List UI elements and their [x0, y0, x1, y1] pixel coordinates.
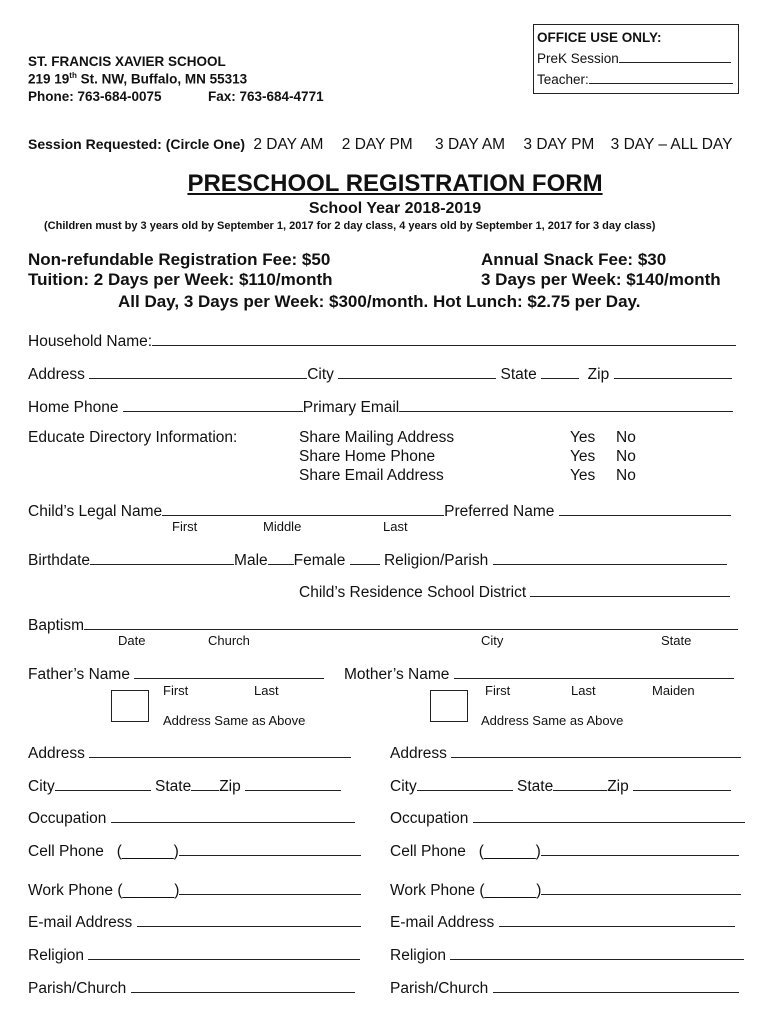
date-sublabel: Date [118, 633, 146, 648]
mother-same-address-checkbox[interactable] [430, 690, 468, 722]
mother-work-label: Work Phone [390, 882, 476, 899]
mother-work-field[interactable] [541, 880, 741, 895]
yes-option[interactable]: Yes [570, 448, 596, 465]
form-title: PRESCHOOL REGISTRATION FORM [187, 170, 603, 197]
father-zip-label: Zip [219, 778, 241, 795]
father-email-row [28, 912, 361, 932]
school-name: ST. FRANCIS XAVIER SCHOOL [28, 54, 226, 69]
age-note: (Children must by 3 years old by September 1, 2017 for 2 day class, 4 years old by September 1, 2017 for 3 day class) [44, 220, 656, 232]
father-name-field[interactable] [134, 664, 324, 679]
mother-address-label: Address [390, 745, 447, 762]
father-city-row [28, 776, 341, 796]
share-email-label: Share Email Address [299, 467, 444, 484]
father-first-sublabel: First [163, 683, 189, 698]
father-cell-field[interactable] [179, 841, 361, 856]
session-row [28, 136, 732, 154]
male-label: Male [234, 552, 268, 569]
city-sublabel: City [481, 633, 504, 648]
mother-work-row [390, 880, 741, 900]
session-option[interactable]: 3 DAY PM [523, 136, 595, 153]
city-field[interactable] [338, 364, 496, 379]
baptism-label: Baptism [28, 617, 84, 634]
mother-maiden-sublabel: Maiden [652, 683, 695, 698]
tuition-2day: Tuition: 2 Days per Week: $110/month [28, 270, 333, 289]
father-cell-label: Cell Phone [28, 843, 104, 860]
father-same-address-label: Address Same as Above [163, 713, 306, 728]
mother-cell-field[interactable] [541, 841, 739, 856]
mother-cell-label: Cell Phone [390, 843, 466, 860]
legal-name-row [28, 501, 731, 521]
father-email-label: E-mail Address [28, 914, 133, 931]
father-work-row [28, 880, 361, 900]
no-option[interactable]: No [616, 448, 636, 465]
home-phone-label: Home Phone [28, 399, 119, 416]
office-prek: PreK Session [537, 48, 735, 69]
mother-cell-row [390, 841, 739, 861]
mother-city-field[interactable] [417, 776, 513, 791]
address-label: Address [28, 366, 85, 383]
school-fax: Fax: 763-684-4771 [208, 89, 324, 104]
father-religion-label: Religion [28, 947, 85, 964]
mother-state-field[interactable] [553, 776, 607, 791]
father-occupation-field[interactable] [111, 808, 355, 823]
mother-address-field[interactable] [451, 743, 741, 758]
father-state-label: State [155, 778, 192, 795]
father-same-address-checkbox[interactable] [111, 690, 149, 722]
office-teacher: Teacher: [537, 69, 735, 90]
mother-religion-field[interactable] [450, 945, 744, 960]
mother-email-field[interactable] [499, 912, 735, 927]
no-option[interactable]: No [616, 467, 636, 484]
mother-state-label: State [517, 778, 554, 795]
mother-city-label: City [390, 778, 417, 795]
mother-name-field[interactable] [454, 664, 734, 679]
session-option[interactable]: 2 DAY PM [341, 136, 413, 153]
religion-parish-field[interactable] [493, 550, 727, 565]
father-parish-label: Parish/Church [28, 980, 127, 997]
city-label: City [307, 366, 334, 383]
residence-row [299, 582, 730, 602]
session-option[interactable]: 2 DAY AM [253, 136, 324, 153]
mother-religion-label: Religion [390, 947, 447, 964]
last-sublabel: Last [383, 519, 408, 534]
middle-sublabel: Middle [263, 519, 302, 534]
father-city-label: City [28, 778, 55, 795]
phone-row [28, 397, 733, 417]
father-email-field[interactable] [137, 912, 361, 927]
father-religion-row [28, 945, 360, 965]
yes-option[interactable]: Yes [570, 429, 596, 446]
father-address-row [28, 743, 351, 763]
male-field[interactable] [268, 550, 294, 565]
father-work-field[interactable] [179, 880, 361, 895]
father-cell-row [28, 841, 361, 861]
father-religion-field[interactable] [88, 945, 360, 960]
residence-field[interactable] [530, 582, 730, 597]
zip-label: Zip [587, 366, 610, 383]
mother-name-label: Mother’s Name [344, 666, 450, 683]
state-label: State [500, 366, 537, 383]
primary-email-field[interactable] [399, 397, 733, 412]
mother-parish-label: Parish/Church [390, 980, 489, 997]
preferred-name-field[interactable] [559, 501, 731, 516]
mother-zip-field[interactable] [633, 776, 731, 791]
church-sublabel: Church [208, 633, 250, 648]
tuition-3day: 3 Days per Week: $140/month [481, 270, 721, 289]
household-row [28, 331, 736, 351]
father-occupation-row [28, 808, 355, 828]
session-option[interactable]: 3 DAY AM [435, 136, 506, 153]
father-last-sublabel: Last [254, 683, 279, 698]
first-sublabel: First [172, 519, 198, 534]
birthdate-label: Birthdate [28, 552, 91, 569]
state-sublabel: State [661, 633, 692, 648]
office-use-box [533, 24, 739, 94]
female-field[interactable] [350, 550, 380, 565]
mother-zip-label: Zip [607, 778, 629, 795]
school-year: School Year 2018-2019 [308, 200, 482, 217]
share-phone-label: Share Home Phone [299, 448, 436, 465]
household-field[interactable] [152, 331, 736, 346]
mother-same-address-label: Address Same as Above [481, 713, 624, 728]
zip-field[interactable] [614, 364, 732, 379]
father-work-area[interactable]: (______) [117, 882, 180, 899]
tuition-allday: All Day, 3 Days per Week: $300/month. Hot Lunch: $2.75 per Day. [118, 292, 641, 311]
religion-parish-label: Religion/Parish [383, 552, 489, 569]
mother-occupation-label: Occupation [390, 810, 469, 827]
mother-email-label: E-mail Address [390, 914, 495, 931]
mother-last-sublabel: Last [571, 683, 596, 698]
mother-address-row [390, 743, 741, 763]
father-name-label: Father’s Name [28, 666, 130, 683]
home-phone-field[interactable] [123, 397, 303, 412]
baptism-row [28, 615, 738, 635]
father-zip-field[interactable] [245, 776, 341, 791]
father-address-field[interactable] [89, 743, 351, 758]
mother-work-area[interactable]: (______) [479, 882, 542, 899]
school-phone: Phone: 763-684-0075 [28, 89, 162, 104]
session-option[interactable]: 3 DAY – ALL DAY [610, 136, 733, 153]
mother-occupation-row [390, 808, 745, 828]
address-field[interactable] [89, 364, 307, 379]
birthdate-field[interactable] [90, 550, 234, 565]
preferred-name-label: Preferred Name [444, 503, 555, 520]
mother-email-row [390, 912, 735, 932]
birthdate-row [28, 550, 727, 570]
father-parish-row [28, 978, 355, 998]
session-label: Session Requested: (Circle One) [28, 136, 246, 152]
father-state-field[interactable] [191, 776, 219, 791]
share-mailing-label: Share Mailing Address [299, 429, 455, 446]
mother-parish-field[interactable] [493, 978, 739, 993]
office-title: OFFICE USE ONLY: [537, 30, 662, 45]
mother-row [344, 664, 734, 684]
father-address-label: Address [28, 745, 85, 762]
father-city-field[interactable] [55, 776, 151, 791]
no-option[interactable]: No [616, 429, 636, 446]
baptism-field[interactable] [84, 615, 738, 630]
mother-religion-row [390, 945, 744, 965]
household-label: Household Name: [28, 333, 153, 350]
legal-name-field[interactable] [162, 501, 444, 516]
registration-fee: Non-refundable Registration Fee: $50 [28, 250, 331, 269]
female-label: Female [293, 552, 346, 569]
mother-occupation-field[interactable] [473, 808, 745, 823]
father-cell-area[interactable]: (______) [116, 843, 179, 860]
father-occupation-label: Occupation [28, 810, 107, 827]
mother-first-sublabel: First [485, 683, 511, 698]
father-work-label: Work Phone [28, 882, 114, 899]
father-row [28, 664, 324, 684]
father-parish-field[interactable] [131, 978, 355, 993]
legal-name-label: Child’s Legal Name [28, 503, 163, 520]
mother-cell-area[interactable]: (______) [478, 843, 541, 860]
yes-option[interactable]: Yes [570, 467, 596, 484]
directory-label: Educate Directory Information: [28, 429, 238, 446]
mother-city-row [390, 776, 731, 796]
state-field[interactable] [541, 364, 579, 379]
snack-fee: Annual Snack Fee: $30 [481, 250, 667, 269]
residence-label: Child’s Residence School District [299, 584, 527, 601]
mother-parish-row [390, 978, 739, 998]
primary-email-label: Primary Email [302, 399, 400, 416]
school-address: 219 19th St. NW, Buffalo, MN 55313 [28, 71, 248, 87]
address-row [28, 364, 732, 384]
